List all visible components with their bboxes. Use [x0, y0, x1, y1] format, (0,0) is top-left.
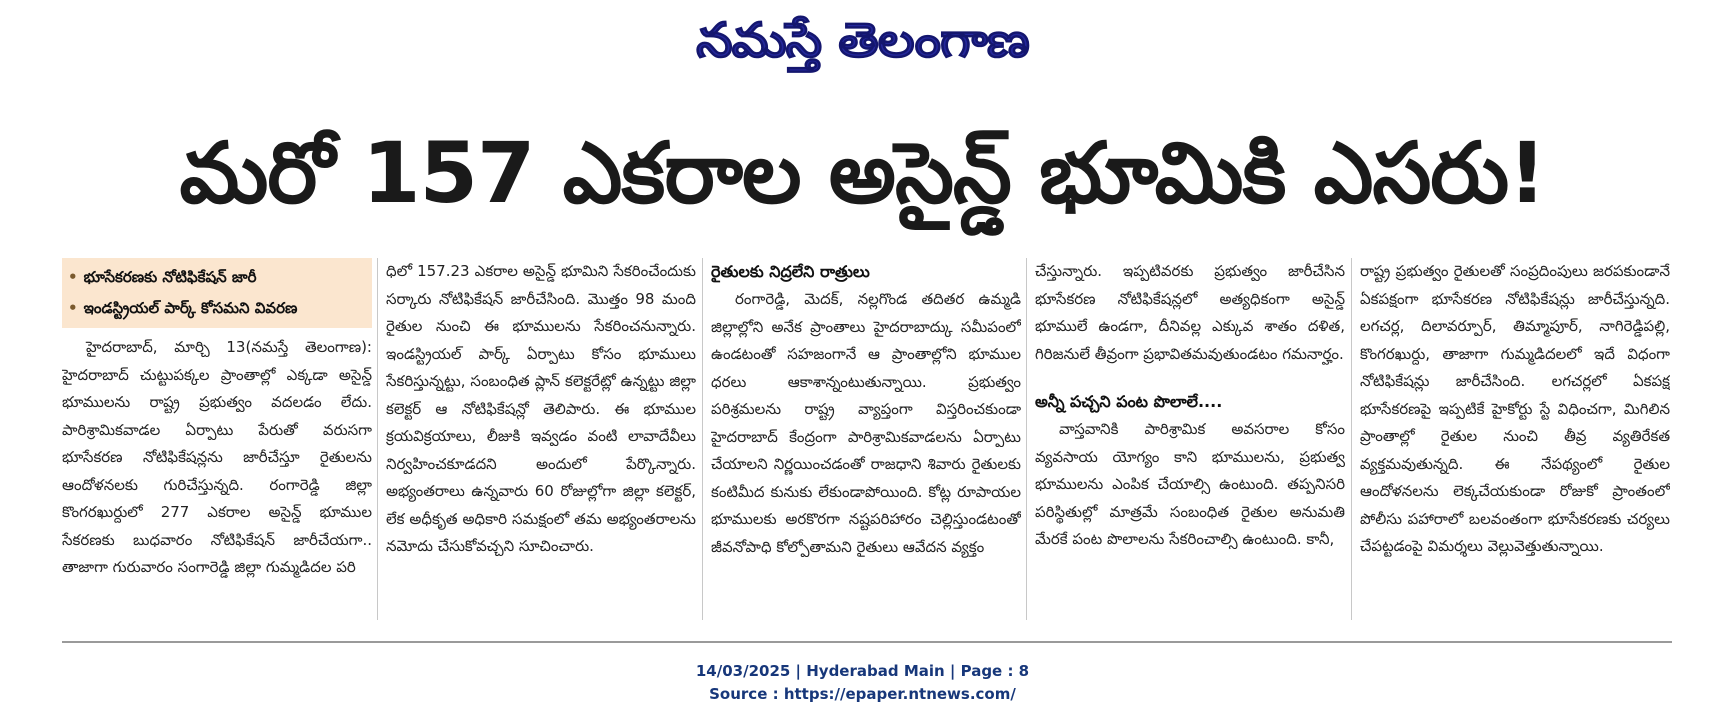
- masthead-logo: [0, 4, 1725, 82]
- source-link[interactable]: Source : https://epaper.ntnews.com/: [709, 685, 1016, 703]
- paragraph: ధిలో 157.23 ఎకరాల అసైన్డ్ భూమిని సేకరించేందుకు సర్కారు నోటిఫికేషన్ జారీచేసింది. మొత్తం 98 మంది రైతుల నుంచి ఈ భూములను సేకరించనున్నారు. ఇండస్ట్రియల్ పార్క్ ఏర్పాటు కోసం భూములు సేకరిస్తున్నట్టు, సంబంధిత ప్లాన్ కలెక్టరేట్లో ఉన్నట్టు జిల్లా కలెక్టర్ ఆ నోటిఫికేషన్లో తెలిపారు. ఈ భూముల క్రయవిక్రయాలు, లీజుకి ఇవ్వడం వంటి లావాదేవీలు నిర్వహించకూడదని అందులో పేర్కొన్నారు. అభ్యంతరాలు ఉన్నవారు 60 రోజుల్లోగా జిల్లా కలెక్టర్, లేక అధీకృత అధికారి సమక్షంలో తమ అభ్యంతరాలను నమోదు చేసుకోవచ్చని సూచించారు.: [386, 262, 696, 555]
- paragraph: రాష్ట్ర ప్రభుత్వం రైతులతో సంప్రదింపులు జరపకుండానే ఏకపక్షంగా భూసేకరణ నోటిఫికేషన్లు జారీచేస్తున్నది. లగచర్ల, దిలావర్పూర్, తిమ్మాపూర్, నాగిరెడ్డిపల్లి, కొంగరఖుర్దు, తాజాగా గుమ్మడిదలలో ఇదే విధంగా నోటిఫికేషన్లు జారీచేసింది. లగచర్లలో ఏకపక్ష భూసేకరణపై ఇప్పటికే హైకోర్టు స్టే విధించగా, మిగిలిన ప్రాంతాల్లో రైతుల నుంచి తీవ్ర వ్యతిరేకత వ్యక్తమవుతున్నది. ఈ నేపథ్యంలో రైతుల ఆందోళనలను లెక్కచేయకుండా రోజుకో ప్రాంతంలో పోలీసు పహారాలో బలవంతంగా భూసేకరణకు చర్యలు చేపట్టడంపై విమర్శలు వెల్లువెత్తుతున్నాయి.: [1360, 262, 1670, 555]
- column-4: [1035, 258, 1345, 620]
- highlights-box: [62, 258, 372, 328]
- column-2: [386, 258, 696, 620]
- paragraph-dateline: హైదరాబాద్, మార్చి 13(నమస్తే తెలంగాణ): హైదరాబాద్ చుట్టుపక్కల ప్రాంతాల్లో ఎక్కడా అసైన్డ్ భూములను రాష్ట్ర ప్రభుత్వం వదలడం లేదు. పారిశ్రామికవాడల ఏర్పాటు పేరుతో వరుసగా భూసేకరణ నోటిఫికేషన్లను జారీచేస్తూ రైతులను ఆందోళనలకు గురిచేస్తున్నది. రంగారెడ్డి జిల్లా కొంగరఖుర్దులో 277 ఎకరాల అసైన్డ్ భూముల సేకరణకు బుధవారం నోటిఫికేషన్ జారీచేయగా.. తాజాగా గురువారం సంగారెడ్డి జిల్లా గుమ్మడిదల పరి: [62, 338, 372, 576]
- subheading: అన్నీ పచ్చని పంట పొలాలే....: [1035, 392, 1223, 411]
- newspaper-name: నమస్తే తెలంగాణ: [696, 13, 1029, 69]
- column-1: [62, 258, 372, 620]
- column-divider: [377, 258, 378, 620]
- paragraph: చేస్తున్నారు. ఇప్పటివరకు ప్రభుత్వం జారీచేసిన భూసేకరణ నోటిఫికేషన్లలో అత్యధికంగా అసైన్డ్ భూములే ఉండగా, దీనివల్ల ఎక్కువ శాతం దళిత, గిరిజనులే తీవ్రంగా ప్రభావితమవుతుండటం గమనార్హం.: [1035, 262, 1345, 363]
- column-divider: [1026, 258, 1027, 620]
- paragraph: వాస్తవానికి పారిశ్రామిక అవసరాల కోసం వ్యవసాయ యోగ్యం కాని భూములను, ప్రభుత్వ భూములను ఎంపిక చేయాల్సి ఉంటుంది. తప్పనిసరి పరిస్థితుల్లో మాత్రమే సంబంధిత రైతుల అనుమతి మేరకే పంట పొలాలను సేకరించాల్సి ఉంటుంది. కానీ,: [1035, 420, 1345, 548]
- bullet-icon: •: [68, 268, 78, 286]
- subheading: రైతులకు నిద్రలేని రాత్రులు: [711, 262, 870, 281]
- highlight-item: • భూసేకరణకు నోటిఫికేషన్ జారీ: [68, 268, 257, 286]
- bullet-icon: •: [68, 299, 78, 317]
- paragraph: రంగారెడ్డి, మెదక్, నల్లగొండ తదితర ఉమ్మడి జిల్లాల్లోని అనేక ప్రాంతాలు హైదరాబాద్కు సమీపంలో ఉండటంతో సహజంగానే ఆ ప్రాంతాల్లోని భూముల ధరలు ఆకాశాన్నంటుతున్నాయి. ప్రభుత్వం పరిశ్రమలను రాష్ట్ర వ్యాప్తంగా విస్తరించకుండా హైదరాబాద్ కేంద్రంగా పారిశ్రామికవాడలను ఏర్పాటు చేయాలని నిర్ణయించడంతో రాజధాని శివారు రైతులకు కంటిమీద కునుకు లేకుండాపోయింది. కోట్ల రూపాయల భూములకు అరకొరగా నష్టపరిహారం చెల్లిస్తుండటంతో జీవనోపాధి కోల్పోతామని రైతులు ఆవేదన వ్యక్తం: [711, 290, 1021, 556]
- column-divider: [1351, 258, 1352, 620]
- column-3: [711, 258, 1021, 620]
- column-5: [1360, 258, 1670, 620]
- column-divider: [702, 258, 703, 620]
- footer: [0, 660, 1725, 706]
- publication-info: 14/03/2025 | Hyderabad Main | Page : 8: [695, 662, 1030, 680]
- article-headline: మరో 157 ఎకరాల అసైన్డ్ భూమికి ఎసరు!: [179, 124, 1546, 222]
- footer-divider: [62, 641, 1672, 643]
- highlight-item: • ఇండస్ట్రియల్ పార్క్ కోసమని వివరణ: [68, 299, 298, 317]
- article-body: [62, 258, 1672, 620]
